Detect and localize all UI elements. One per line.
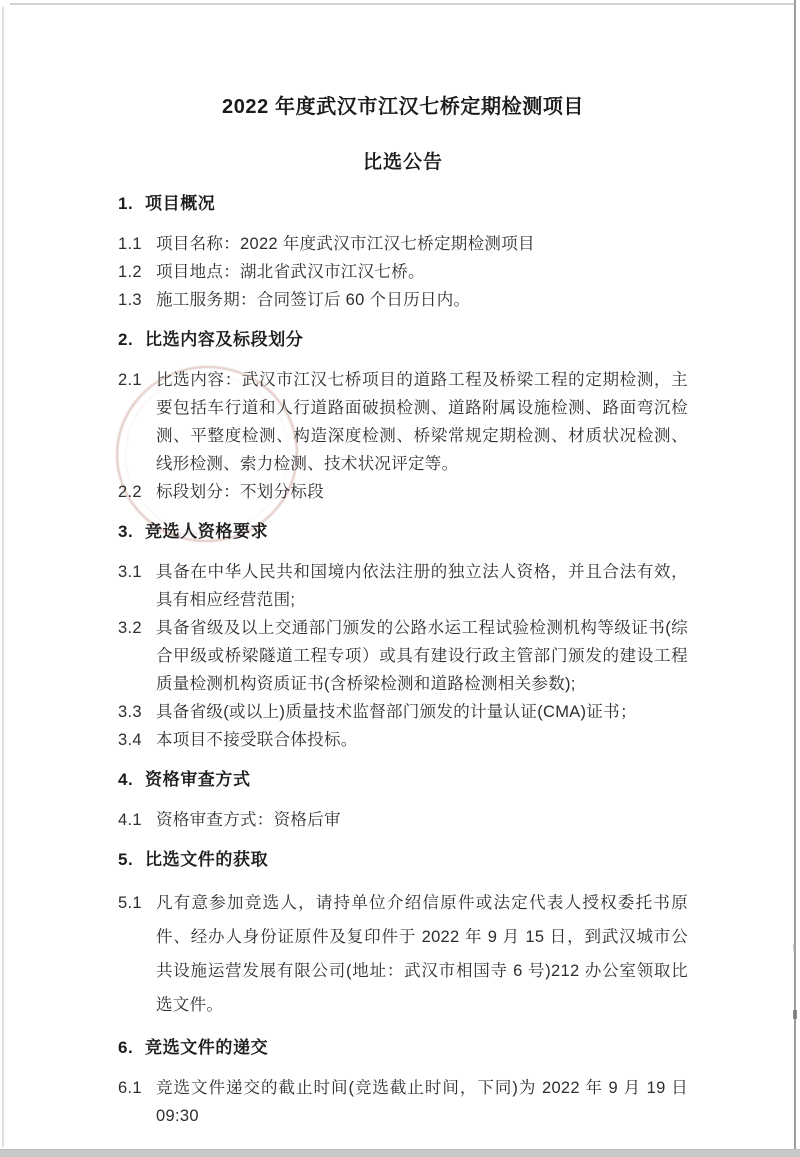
clause-5.1 [118, 886, 688, 1022]
clause-number: 1.3 [118, 291, 142, 309]
clause-3.4 [118, 726, 688, 754]
clause-number: 3.2 [118, 619, 142, 637]
clause-number: 1.2 [118, 263, 142, 281]
section-heading-text: 项目概况 [145, 194, 216, 213]
clause-1.1 [118, 230, 688, 258]
clause-text: 项目名称：2022 年度武汉市江汉七桥定期检测项目 [156, 235, 535, 253]
section-heading [118, 190, 688, 218]
clause-number: 6.1 [118, 1079, 142, 1097]
clause-number: 3.4 [118, 731, 142, 749]
section-heading [118, 518, 688, 546]
clause-text: 具备省级(或以上)质量技术监督部门颁发的计量认证(CMA)证书； [156, 703, 637, 721]
clause-number: 2.1 [118, 371, 142, 389]
section-heading-text: 比选内容及标段划分 [145, 330, 304, 349]
clause-text: 凡有意参加竞选人，请持单位介绍信原件或法定代表人授权委托书原件、经办人身份证原件及复印件于 2022 年 9 月 15 日，到武汉城市公共设施运营发展有限公司(地址：武汉市相国寺 6 号)212 办公室领取比选文件。 [156, 894, 688, 1014]
section-number: 5. [118, 850, 134, 869]
section-heading-text: 资格审查方式 [145, 770, 251, 789]
clause-text: 具备在中华人民共和国境内依法注册的独立法人资格，并且合法有效，具有相应经营范围; [156, 563, 688, 609]
clause-number: 4.1 [118, 811, 142, 829]
clause-3.2 [118, 614, 688, 698]
section-4 [118, 766, 688, 834]
section-heading-text: 竞选文件的递交 [145, 1038, 269, 1057]
clause-text: 本项目不接受联合体投标。 [156, 731, 358, 749]
clause-number: 5.1 [118, 894, 142, 912]
clause-1.3 [118, 286, 688, 314]
clause-text: 施工服务期：合同签订后 60 个日历日内。 [156, 291, 471, 309]
section-heading [118, 326, 688, 354]
section-5 [118, 846, 688, 1022]
section-3 [118, 518, 688, 754]
clause-text: 标段划分：不划分标段 [156, 483, 324, 501]
clause-3.1 [118, 558, 688, 614]
clause-2.2 [118, 478, 688, 506]
section-heading-text: 比选文件的获取 [145, 850, 269, 869]
section-number: 4. [118, 770, 134, 789]
clause-number: 2.2 [118, 483, 142, 501]
section-6 [118, 1034, 688, 1130]
section-2 [118, 326, 688, 506]
clause-2.1 [118, 366, 688, 478]
section-heading-text: 竞选人资格要求 [145, 522, 269, 541]
section-number: 1. [118, 194, 134, 213]
clause-text: 项目地点：湖北省武汉市江汉七桥。 [156, 263, 425, 281]
clause-text: 竞选文件递交的截止时间(竞选截止时间，下同)为 2022 年 9 月 19 日 09:30 [156, 1079, 688, 1125]
clause-4.1 [118, 806, 688, 834]
document-title: 2022 年度武汉市江汉七桥定期检测项目 [221, 96, 585, 118]
clause-6.1 [118, 1074, 688, 1130]
section-1 [118, 190, 688, 314]
section-heading [118, 846, 688, 874]
clause-number: 1.1 [118, 235, 142, 253]
clause-text: 比选内容：武汉市江汉七桥项目的道路工程及桥梁工程的定期检测，主要包括车行道和人行道路面破损检测、道路附属设施检测、路面弯沉检测、平整度检测、构造深度检测、桥梁常规定期检测、材质状况检测、线形检测、索力检测、技术状况评定等。 [156, 371, 688, 473]
clause-text: 具备省级及以上交通部门颁发的公路水运工程试验检测机构等级证书(综合甲级或桥梁隧道工程专项）或具有建设行政主管部门颁发的建设工程质量检测机构资质证书(含桥梁检测和道路检测相关参数); [156, 619, 688, 693]
section-number: 2. [118, 330, 134, 349]
sections-container [118, 190, 688, 1130]
section-number: 3. [118, 522, 134, 541]
section-heading [118, 766, 688, 794]
clause-number: 3.1 [118, 563, 142, 581]
section-number: 6. [118, 1038, 134, 1057]
document-subtitle: 比选公告 [362, 152, 443, 173]
clause-number: 3.3 [118, 703, 142, 721]
clause-text: 资格审查方式：资格后审 [156, 811, 341, 829]
clause-1.2 [118, 258, 688, 286]
clause-3.3 [118, 698, 688, 726]
section-heading [118, 1034, 688, 1062]
scan-edge-bottom [0, 1149, 800, 1157]
